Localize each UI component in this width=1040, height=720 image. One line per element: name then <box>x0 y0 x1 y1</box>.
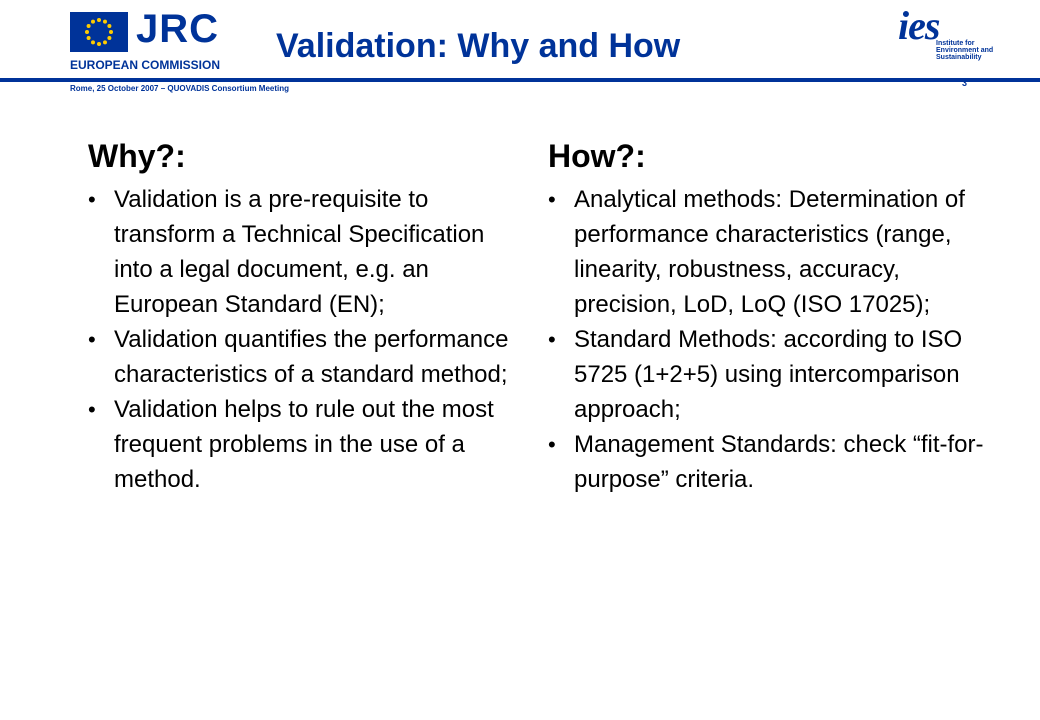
jrc-logo <box>70 7 250 72</box>
ies-logo-letters: ies <box>898 3 940 48</box>
why-heading: Why?: <box>88 138 186 174</box>
jrc-logo-text: JRC <box>136 7 220 51</box>
ies-caption-line: Environment and <box>936 47 994 54</box>
how-list-item: • Management Standards: check “fit-for-purpose” criteria. <box>548 427 988 497</box>
why-list <box>88 182 518 497</box>
how-heading: How?: <box>548 138 646 174</box>
how-list-item: • Analytical methods: Determination of performance characteristics (range, linearity, robustness, accuracy, precision, LoD, LoQ (ISO 17025); <box>548 182 988 322</box>
why-list-item: • Validation is a pre-requisite to transform a Technical Specification into a legal document, e.g. an European Standard (EN); <box>88 182 518 322</box>
slide-title: Validation: Why and How <box>276 27 681 65</box>
ies-logo-caption <box>936 40 996 61</box>
ies-logo <box>896 3 994 72</box>
how-list <box>548 182 988 497</box>
page-number: 3 <box>962 78 968 88</box>
why-list-item: • Validation helps to rule out the most frequent problems in the use of a method. <box>88 392 518 497</box>
meeting-footer-text: Rome, 25 October 2007 – QUOVADIS Consortium Meeting <box>70 84 290 93</box>
ies-caption-line: Sustainability <box>936 54 982 61</box>
slide-header <box>0 0 1040 96</box>
ies-caption-line: Institute for <box>936 40 975 47</box>
how-column <box>548 136 988 497</box>
why-column <box>88 136 518 497</box>
why-list-item: • Validation quantifies the performance characteristics of a standard method; <box>88 322 518 392</box>
eu-flag-icon <box>70 12 128 52</box>
european-commission-label: EUROPEAN COMMISSION <box>70 58 221 72</box>
how-list-item: • Standard Methods: according to ISO 5725 (1+2+5) using intercomparison approach; <box>548 322 988 427</box>
